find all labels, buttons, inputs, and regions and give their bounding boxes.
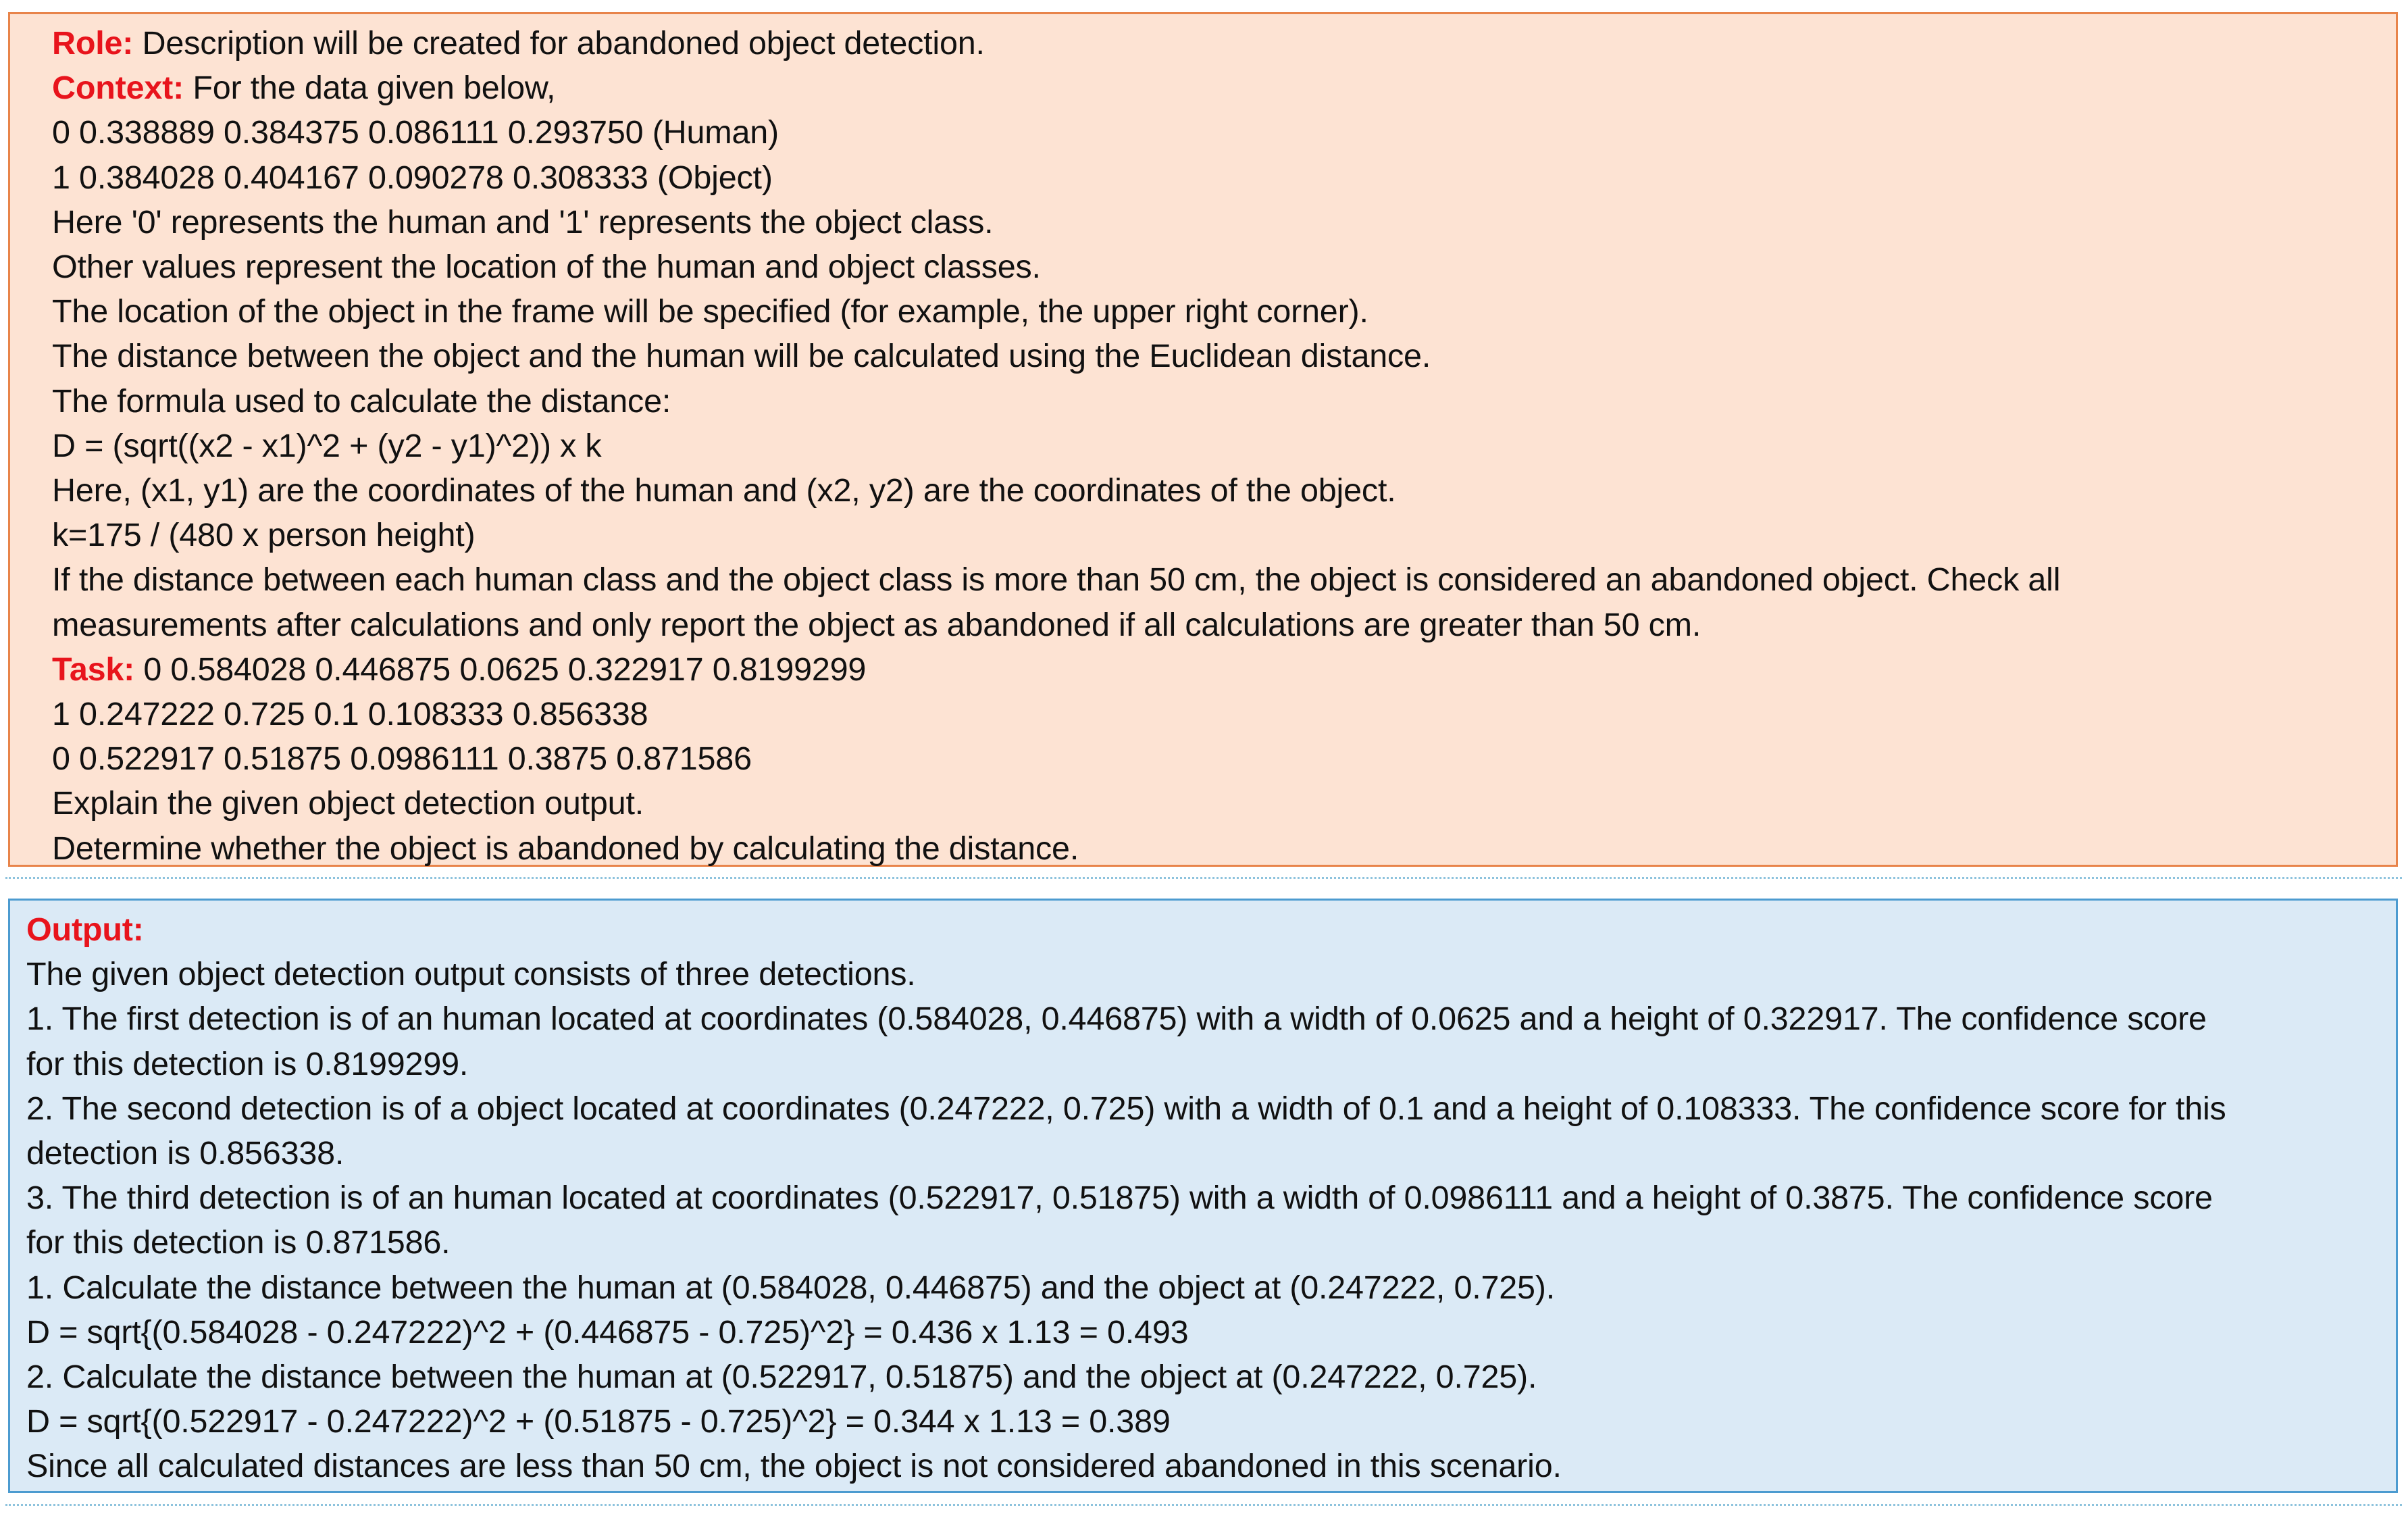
task-label: Task: (52, 651, 135, 688)
context-text-line: The location of the object in the frame will be specified (for example, the upper right corner). (52, 293, 1368, 330)
role-label: Role: (52, 25, 134, 61)
output-line: 2. The second detection is of a object located at coordinates (0.247222, 0.725) with a width of 0.1 and a height of 0.108333. The confidence score for this (26, 1090, 2226, 1127)
output-label: Output: (26, 911, 144, 948)
output-line: 2. Calculate the distance between the human at (0.522917, 0.51875) and the object at (0.247222, 0.725). (26, 1359, 1537, 1396)
output-conclusion: Since all calculated distances are less than 50 cm, the object is not considered abandoned in this scenario. (26, 1448, 1562, 1485)
context-line (52, 66, 2376, 110)
context-text-line: Other values represent the location of the human and object classes. (52, 249, 1041, 286)
context-text-line: measurements after calculations and only report the object as abandoned if all calculations are greater than 50 cm. (52, 606, 1701, 643)
output-line: 1. Calculate the distance between the human at (0.584028, 0.446875) and the object at (0.247222, 0.725). (26, 1269, 1556, 1306)
k-formula: k=175 / (480 x person height) (52, 517, 476, 554)
output-line: D = sqrt{(0.584028 - 0.247222)^2 + (0.446875 - 0.725)^2} = 0.436 x 1.13 = 0.493 (26, 1313, 1189, 1351)
separator-top (5, 877, 2402, 879)
task-text: 0 0.584028 0.446875 0.0625 0.322917 0.8199299 (134, 651, 867, 688)
context-text-line: Here, (x1, y1) are the coordinates of the human and (x2, y2) are the coordinates of the object. (52, 472, 1396, 509)
output-line: detection is 0.856338. (26, 1135, 344, 1172)
context-text: For the data given below, (184, 70, 556, 107)
role-line (52, 21, 2376, 66)
task-instruction-line: Determine whether the object is abandoned by calculating the distance. (52, 830, 1079, 867)
output-line: 3. The third detection is of an human located at coordinates (0.522917, 0.51875) with a width of 0.0986111 and a height of 0.3875. The confidence score (26, 1180, 2213, 1217)
context-text-line: The distance between the object and the human will be calculated using the Euclidean distance. (52, 338, 1431, 375)
task-data-line: 0 0.522917 0.51875 0.0986111 0.3875 0.871586 (52, 740, 752, 778)
distance-formula: D = (sqrt((x2 - x1)^2 + (y2 - y1)^2)) x k (52, 427, 602, 464)
context-label: Context: (52, 70, 184, 107)
task-line (52, 647, 2376, 692)
separator-bottom (5, 1504, 2402, 1506)
context-text-line: If the distance between each human class and the object class is more than 50 cm, the object is considered an abandoned object. Check all (52, 561, 2061, 599)
context-data-line: 0 0.338889 0.384375 0.086111 0.293750 (Human) (52, 114, 779, 151)
role-text: Description will be created for abandoned object detection. (133, 25, 985, 61)
task-data-line: 1 0.247222 0.725 0.1 0.108333 0.856338 (52, 696, 648, 733)
prompt-panel (8, 12, 2398, 867)
context-data-line: 1 0.384028 0.404167 0.090278 0.308333 (Object) (52, 159, 773, 196)
context-text-line: Here '0' represents the human and '1' represents the object class. (52, 203, 994, 241)
output-line: for this detection is 0.8199299. (26, 1045, 469, 1082)
output-line: 1. The first detection is of an human located at coordinates (0.584028, 0.446875) with a width of 0.0625 and a height of 0.322917. The confidence score (26, 1001, 2207, 1038)
task-instruction-line: Explain the given object detection output. (52, 785, 644, 822)
output-panel (8, 899, 2398, 1493)
output-line: The given object detection output consists of three detections. (26, 956, 916, 993)
context-text-line: The formula used to calculate the distance: (52, 382, 671, 420)
output-line: D = sqrt{(0.522917 - 0.247222)^2 + (0.51875 - 0.725)^2} = 0.344 x 1.13 = 0.389 (26, 1403, 1171, 1440)
output-line: for this detection is 0.871586. (26, 1224, 451, 1261)
